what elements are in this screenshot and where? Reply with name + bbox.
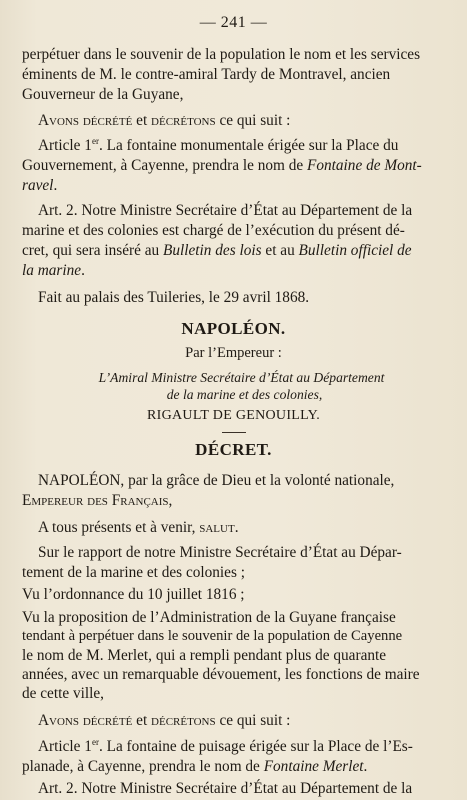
article-1-line [38, 136, 398, 155]
bulletin-title: la marine [22, 262, 82, 279]
article-2-line: marine et des colonies est chargé de l’exécution du présent dé- [22, 222, 405, 239]
paragraph-line: éminents de M. le contre-amiral Tardy de Montravel, ancien [22, 66, 391, 83]
fait-line: Fait au palais des Tuileries, le 29 avril 1868. [38, 289, 310, 306]
considerant-line: Vu l’ordonnance du 10 juillet 1816 ; [22, 586, 245, 603]
article-2-line [22, 241, 412, 260]
punctuation: . [53, 177, 58, 194]
fountain-name: ravel [22, 177, 54, 194]
considerant-line: tement de la marine et des colonies ; [22, 564, 245, 581]
article-1-line [22, 176, 57, 195]
considerant-line: années, avec un remarquable dévouement, les fonctions de maire [22, 666, 420, 683]
punctuation: . [234, 519, 239, 536]
minister-name: RIGAULT DE GENOUILLY. [146, 408, 321, 423]
formula-decretons: décrétons [151, 112, 216, 129]
formula-avons: Avons décrété [38, 712, 133, 729]
article-sup: er [91, 136, 99, 146]
article-text: cret, qui sera inséré au [22, 242, 164, 259]
article-1-line [22, 156, 422, 175]
decret-heading: DÉCRET. [195, 440, 272, 459]
punctuation: . [81, 262, 85, 279]
salut-word: salut [199, 519, 235, 536]
formula-et: et [132, 712, 152, 729]
article-2-line [22, 261, 85, 280]
formula-decretons: décrétons [151, 712, 216, 729]
formula-rest: ce qui suit : [215, 112, 291, 129]
article-text: planade, à Cayenne, prendra le nom de [22, 758, 264, 775]
page-number: — 241 — [199, 14, 268, 31]
article-label: Article 1 [38, 137, 92, 154]
minister-title-line: de la marine et des colonies, [166, 387, 323, 402]
considerant-line: tendant à perpétuer dans le souvenir de la population de Cayenne [22, 628, 403, 644]
signature-napoleon: NAPOLÉON. [181, 319, 286, 338]
paragraph-line: Gouverneur de la Guyane, [22, 86, 184, 103]
salut-text: A tous présents et à venir, [38, 519, 200, 536]
article-text: Gouvernement, à Cayenne, prendra le nom de [22, 157, 308, 174]
article-1-line [22, 757, 367, 776]
considerant-line: de cette ville, [22, 685, 104, 702]
article-text: . La fontaine de puisage érigée sur la Place de l’Es- [98, 738, 413, 755]
article-label: Article 1 [38, 738, 92, 755]
bulletin-title: Bulletin des lois [163, 242, 262, 259]
fountain-name: Fontaine Merlet [263, 758, 364, 775]
decree-formula [38, 711, 290, 730]
bulletin-title: Bulletin officiel de [298, 242, 412, 259]
minister-title-line: L’Amiral Ministre Secrétaire d’État au Département [98, 370, 385, 385]
article-2-line: Art. 2. Notre Ministre Secrétaire d’État au Département de la [38, 202, 413, 219]
formula-rest: ce qui suit : [215, 712, 291, 729]
par-l-empereur: Par l’Empereur : [185, 345, 282, 361]
punctuation: . [363, 758, 368, 775]
fountain-name: Fontaine de Mont- [307, 157, 422, 174]
considerant-line: le nom de M. Merlet, qui a rempli pendant plus de quarante [22, 647, 387, 664]
article-sup: er [91, 737, 99, 747]
article-1-line [38, 737, 413, 756]
considerant-line: Sur le rapport de notre Ministre Secrétaire d’État au Dépar- [38, 544, 402, 561]
article-text: . La fontaine monumentale érigée sur la Place du [98, 137, 399, 154]
preamble-line: NAPOLÉON, par la grâce de Dieu et la volonté nationale, [38, 472, 395, 489]
article-text: et au [261, 242, 299, 259]
article-2-line: Art. 2. Notre Ministre Secrétaire d’État au Département de la [38, 780, 413, 797]
formula-et: et [132, 112, 152, 129]
decree-formula [38, 111, 290, 130]
considerant-line: Vu la proposition de l’Administration de la Guyane française [22, 609, 396, 626]
salut-line [38, 518, 239, 537]
paragraph-line: perpétuer dans le souvenir de la population le nom et les services [22, 46, 421, 63]
preamble-line: Empereur des Français, [22, 492, 173, 509]
formula-avons: Avons décrété [38, 112, 133, 129]
section-divider [222, 432, 246, 433]
